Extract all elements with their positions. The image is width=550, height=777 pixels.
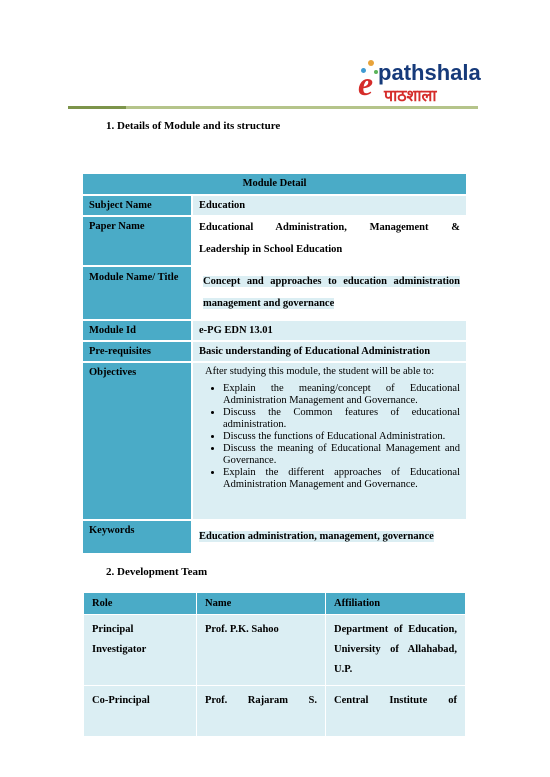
list-item: • Discuss the meaning of Educational Management and Governance.: [223, 443, 460, 467]
list-item: • Explain the different approaches of Educational Administration Management and Governance.: [223, 467, 460, 491]
table-row: [84, 615, 466, 686]
section-2-title: 2. Development Team: [106, 566, 208, 578]
module-title-label: Module Name/ Title: [83, 266, 192, 320]
column-header-role: Role: [84, 593, 197, 615]
column-header-affiliation: Affiliation: [326, 593, 466, 615]
paper-name-line: Leadership in School Education: [199, 244, 343, 255]
subject-name-label: Subject Name: [83, 195, 192, 216]
module-id-label: Module Id: [83, 320, 192, 341]
module-detail-table: [83, 174, 466, 555]
table-row: [83, 341, 466, 362]
module-id-value: e-PG EDN 13.01: [192, 320, 466, 341]
paper-name-label: Paper Name: [83, 216, 192, 266]
table-row: [83, 266, 466, 320]
team-role: Co-Principal: [84, 686, 197, 737]
table-row: [83, 174, 466, 195]
team-affiliation: Central Institute of: [326, 686, 466, 737]
table-row: [83, 216, 466, 266]
column-header-name: Name: [197, 593, 326, 615]
prerequisites-label: Pre-requisites: [83, 341, 192, 362]
table-row: [84, 593, 466, 615]
table-row: [83, 195, 466, 216]
module-title-line: management and governance: [203, 298, 335, 309]
objectives-value: [192, 362, 466, 520]
section-1-title: 1. Details of Module and its structure: [106, 120, 281, 132]
logo-latin-text: pathshala: [378, 60, 481, 85]
table-row: [83, 520, 466, 554]
subject-name-value: Education: [192, 195, 466, 216]
table-row: [83, 320, 466, 341]
logo-hindi-text: पाठशाला: [384, 86, 437, 105]
table-row: [83, 362, 466, 520]
objectives-intro: After studying this module, the student will be able to:: [205, 366, 435, 377]
objectives-label: Objectives: [83, 362, 192, 520]
module-detail-header: Module Detail: [83, 174, 466, 195]
list-item: • Discuss the functions of Educational Administration.: [223, 431, 460, 443]
objectives-list: [199, 383, 460, 491]
paper-name-value: [192, 216, 466, 266]
module-title-line: Concept and approaches to education administration: [203, 276, 460, 287]
team-role: Principal Investigator: [84, 615, 197, 686]
logo-e: e: [358, 66, 374, 103]
list-item: • Explain the meaning/concept of Educational Administration Management and Governance.: [223, 383, 460, 407]
header-rule-accent: [68, 106, 126, 109]
keywords-value: [192, 520, 466, 554]
team-name: Prof. Rajaram S.: [197, 686, 326, 737]
keywords-label: Keywords: [83, 520, 192, 554]
epathshala-logo: [358, 56, 486, 112]
table-row: [84, 686, 466, 737]
development-team-table: [83, 592, 466, 737]
prerequisites-value: Basic understanding of Educational Administration: [192, 341, 466, 362]
paper-name-line: Educational Administration, Management &: [199, 222, 460, 233]
module-title-value: [192, 266, 466, 320]
team-affiliation: Department of Education, University of Allahabad, U.P.: [326, 615, 466, 686]
list-item: • Discuss the Common features of educational administration.: [223, 407, 460, 431]
team-name: Prof. P.K. Sahoo: [197, 615, 326, 686]
keywords-text: Education administration, management, governance: [199, 531, 434, 542]
